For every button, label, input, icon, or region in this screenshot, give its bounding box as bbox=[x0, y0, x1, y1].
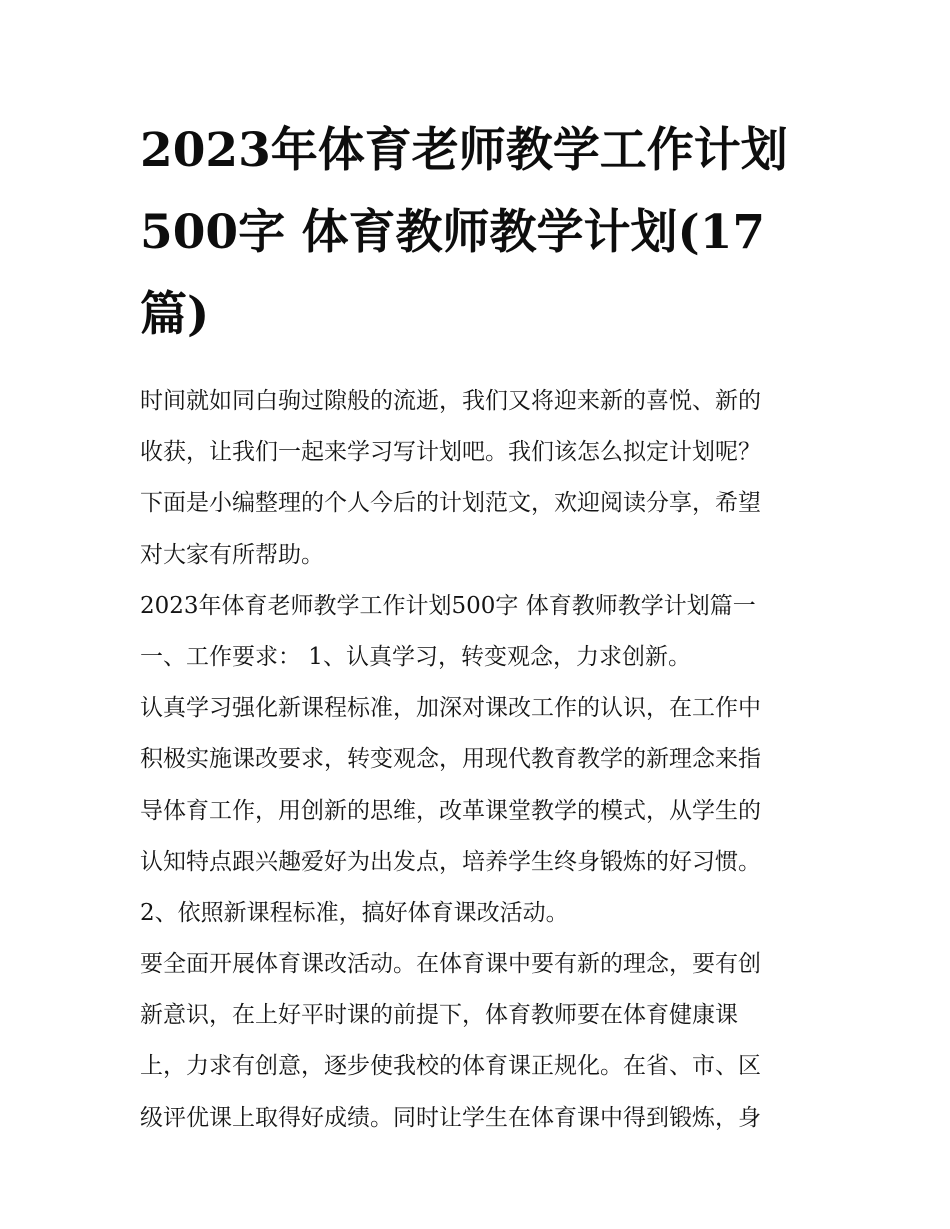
body-line: 认真学习强化新课程标准，加深对课改工作的认识，在工作中 bbox=[140, 695, 761, 722]
body-line: 上，力求有创意，逐步使我校的体育课正规化。在省、市、区 bbox=[140, 1053, 761, 1080]
body-line: 级评优课上取得好成绩。同时让学生在体育课中得到锻炼，身 bbox=[140, 1104, 761, 1131]
body-line: 要全面开展体育课改活动。在体育课中要有新的理念，要有创 bbox=[140, 951, 761, 978]
body-line: 2、依照新课程标准，搞好体育课改活动。 bbox=[140, 899, 569, 926]
body-line: 收获，让我们一起来学习写计划吧。我们该怎么拟定计划呢？ bbox=[140, 439, 761, 466]
body-line: 导体育工作，用创新的思维，改革课堂教学的模式，从学生的 bbox=[140, 797, 761, 824]
document-title: 2023年体育老师教学工作计划500字 体育教师教学计划(17篇) bbox=[140, 123, 788, 342]
document-body bbox=[140, 376, 820, 1144]
body-line: 对大家有所帮助。 bbox=[140, 541, 324, 568]
document-page bbox=[140, 110, 820, 1144]
body-line: 认知特点跟兴趣爱好为出发点，培养学生终身锻炼的好习惯。 bbox=[140, 848, 761, 875]
body-line: 时间就如同白驹过隙般的流逝，我们又将迎来新的喜悦、新的 bbox=[140, 388, 761, 414]
body-line: 新意识，在上好平时课的前提下，体育教师要在体育健康课 bbox=[140, 1002, 738, 1029]
section-heading: 2023年体育老师教学工作计划500字 体育教师教学计划篇一 bbox=[140, 592, 756, 619]
body-line: 下面是小编整理的个人今后的计划范文，欢迎阅读分享，希望 bbox=[140, 490, 761, 517]
body-line: 积极实施课改要求，转变观念，用现代教育教学的新理念来指 bbox=[140, 746, 761, 773]
body-line: 一、工作要求： 1、认真学习，转变观念，力求创新。 bbox=[140, 643, 691, 670]
